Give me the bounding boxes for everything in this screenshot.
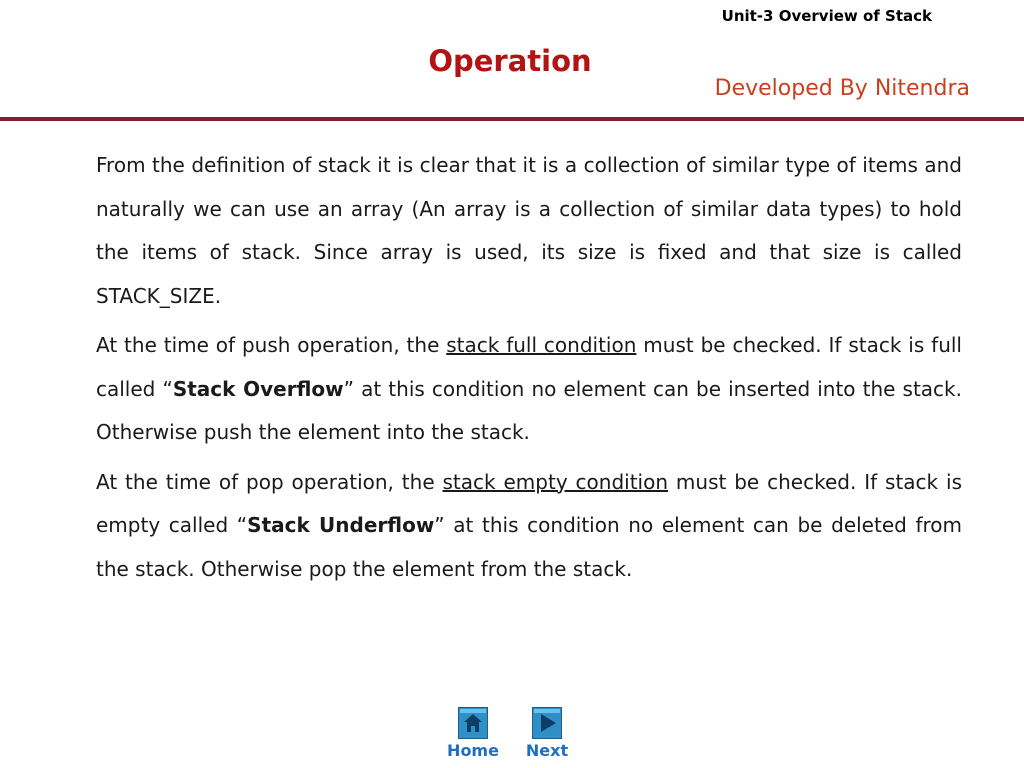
slide-navigation [0, 707, 1024, 767]
next-button[interactable] [512, 707, 582, 760]
pop-text-2: must be checked. If stack is empty called “ [96, 469, 962, 537]
paragraph-pop-operation [96, 461, 962, 592]
stack-overflow-term: Stack Overflow [172, 376, 344, 401]
play-icon [532, 707, 562, 739]
pop-text-3: ” at this condition no element can be deleted from the stack. Otherwise pop the element from the stack. [96, 513, 963, 581]
developer-credit: Developed By Nitendra [714, 76, 970, 101]
home-icon [458, 707, 488, 739]
slide-body [96, 144, 962, 597]
push-text-3: ” at this condition no element can be inserted into the stack. Otherwise push the element into the stack. [96, 376, 962, 444]
push-text-2: must be checked. If stack is full called “ [96, 333, 962, 401]
stack-empty-condition-term: stack empty condition [442, 469, 669, 494]
push-text-1: At the time of push operation, the [96, 333, 447, 357]
paragraph-array-definition: From the definition of stack it is clear that it is a collection of similar type of items and naturally we can use an array (An array is a collection of similar data types) to hold the items of stack. Since array is used, its size is fixed and that size is called STACK_SIZE. [96, 153, 962, 308]
home-button[interactable] [438, 707, 508, 760]
unit-title: Unit-3 Overview of Stack [721, 7, 932, 25]
next-label: Next [525, 741, 569, 760]
stack-full-condition-term: stack full condition [446, 333, 637, 357]
stack-underflow-term: Stack Underflow [247, 513, 435, 537]
slide-title: Operation [428, 44, 592, 78]
home-label: Home [447, 741, 499, 760]
pop-text-1: At the time of pop operation, the [96, 469, 443, 494]
paragraph-push-operation [96, 324, 962, 455]
header-divider [0, 117, 1024, 121]
